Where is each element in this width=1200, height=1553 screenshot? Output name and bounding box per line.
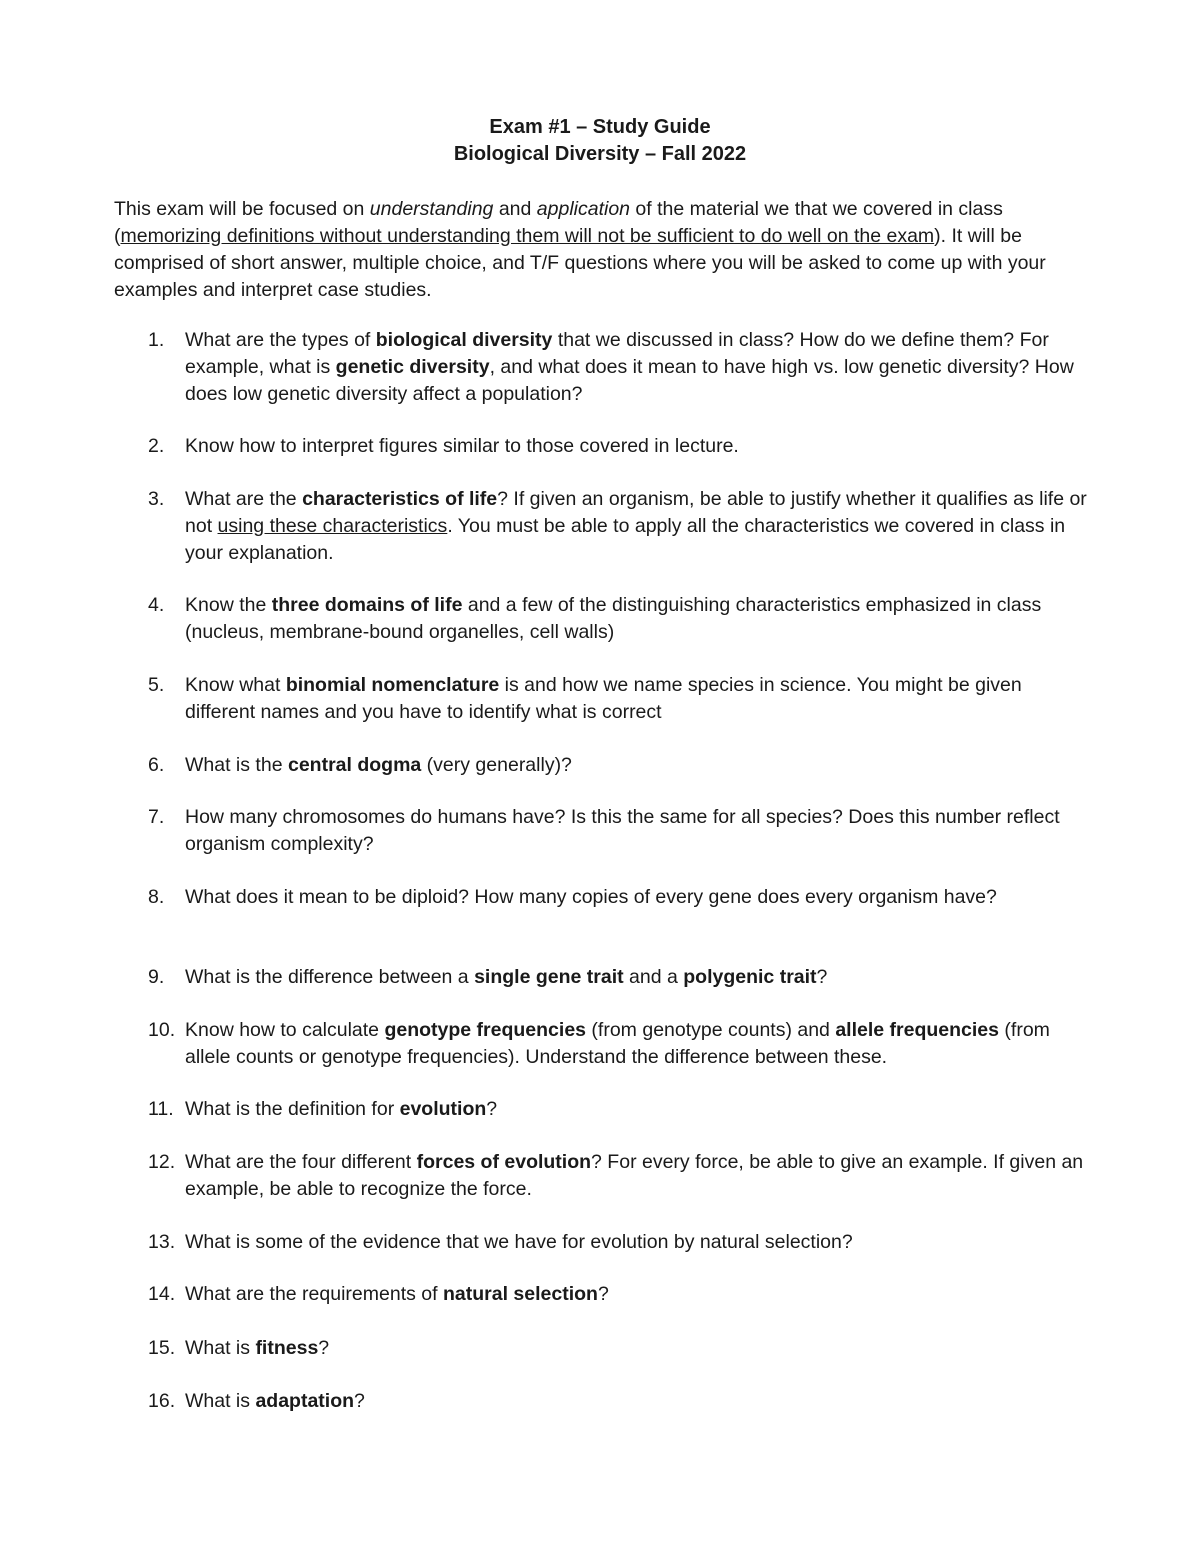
question-number: 8. [148, 886, 165, 908]
question-text [185, 433, 1090, 460]
question-number: 4. [148, 594, 165, 616]
question-text-part: What are the types of [185, 329, 376, 351]
question-text-part: ? [486, 1098, 498, 1120]
question-number: 12. [148, 1151, 176, 1173]
question-text-part: ? [597, 1283, 609, 1305]
question-text-part: and a [623, 966, 684, 988]
question-text-part: Know the [185, 594, 272, 616]
question-text-part: What is the definition for [185, 1098, 400, 1120]
question-text [185, 1149, 1090, 1203]
question-text-part: , and what does it mean to have high vs. low genetic diversity? How does low genetic diversity affect a population? [185, 356, 1074, 405]
question-key-term: central dogma [287, 754, 422, 776]
question-text-part: ? [318, 1337, 330, 1359]
question-text-part: is and how we name species in science. You might be given different names and you have to identify what is correct [185, 674, 1022, 723]
question-key-term: genotype frequencies [384, 1019, 587, 1041]
question-key-term: characteristics of life [302, 488, 498, 510]
question-number: 3. [148, 488, 165, 510]
question-number: 2. [148, 435, 165, 457]
question-text-part: (from allele counts or genotype frequencies). Understand the difference between these. [185, 1019, 1050, 1068]
question-key-term: genetic diversity [335, 356, 490, 378]
question-key-term: three domains of life [271, 594, 463, 616]
question-number: 11. [148, 1098, 174, 1120]
question-number: 13. [148, 1231, 176, 1253]
question-text [185, 884, 1090, 911]
question-text-part: (from genotype counts) and [586, 1019, 836, 1041]
question-text-part: ? If given an organism, be able to justify whether it qualifies as life or not [185, 488, 1087, 537]
intro-paragraph [114, 196, 1074, 304]
question-text-part: . You must be able to apply all the characteristics we covered in class in your explanation. [185, 515, 1066, 564]
question-number: 7. [148, 806, 165, 828]
question-number: 16. [148, 1390, 176, 1412]
question-text-part: (very generally)? [421, 754, 572, 776]
question-text-part: Know how to interpret figures similar to those covered in lecture. [185, 435, 739, 457]
question-text-part: What are the [185, 488, 303, 510]
question-text-part: What is the difference between a [185, 966, 475, 988]
question-text-part: What is some of the evidence that we have for evolution by natural selection? [185, 1231, 853, 1253]
intro-text-4: ). It will be comprised of short answer, multiple choice, and T/F questions where you will be asked to come up with your examples and interpret case studies. [114, 225, 1046, 301]
question-number: 6. [148, 754, 165, 776]
question-text [185, 327, 1090, 408]
question-text [185, 804, 1090, 858]
page-title: Exam #1 – Study Guide [489, 116, 711, 138]
question-text [185, 486, 1090, 567]
question-key-term: adaptation [255, 1390, 355, 1412]
question-text-part: ? [816, 966, 828, 988]
question-key-term: forces of evolution [416, 1151, 592, 1173]
question-text-part: ? [354, 1390, 365, 1412]
question-key-term: fitness [255, 1337, 319, 1359]
question-text-part: What is the [185, 754, 288, 776]
question-text [185, 1096, 1090, 1123]
question-text-part: What does it mean to be diploid? How many copies of every gene does every organism have? [185, 886, 997, 908]
question-text [185, 1229, 1090, 1256]
question-number: 10. [148, 1019, 176, 1041]
question-key-term: natural selection [442, 1283, 598, 1305]
question-key-term: polygenic trait [683, 966, 817, 988]
question-key-term: single gene trait [474, 966, 624, 988]
intro-text-2: and [493, 198, 537, 220]
intro-underlined-warning: memorizing definitions without understanding them will not be sufficient to do well on the exam [120, 225, 935, 247]
question-text-part: What are the requirements of [185, 1283, 443, 1305]
question-text [185, 1388, 1090, 1415]
question-underlined-phrase: using these characteristics [217, 515, 448, 537]
page-subtitle: Biological Diversity – Fall 2022 [453, 143, 747, 165]
question-key-term: allele frequencies [835, 1019, 999, 1041]
question-text [185, 1335, 1090, 1362]
intro-emphasis-understanding: understanding [369, 198, 494, 220]
intro-text-3: of the material we that we covered in class ( [114, 198, 1003, 247]
question-text-part: Know what [185, 674, 286, 696]
question-text [185, 964, 1090, 991]
question-text-part: How many chromosomes do humans have? Is this the same for all species? Does this number reflect organism complexity? [185, 806, 1060, 855]
question-text [185, 1017, 1090, 1071]
intro-text-1: This exam will be focused on [114, 198, 370, 220]
question-text [185, 592, 1090, 646]
question-text-part: Know how to calculate [185, 1019, 385, 1041]
question-key-term: evolution [399, 1098, 487, 1120]
question-text-part: and a few of the distinguishing characteristics emphasized in class (nucleus, membrane-bound organelles, cell walls) [185, 594, 1042, 643]
question-text [185, 1281, 1090, 1308]
question-text-part: What are the four different [185, 1151, 417, 1173]
question-key-term: biological diversity [375, 329, 553, 351]
question-text-part: What is [185, 1337, 256, 1359]
question-number: 15. [148, 1337, 176, 1359]
question-number: 5. [148, 674, 165, 696]
question-number: 9. [148, 966, 165, 988]
question-text-part: What is [185, 1390, 256, 1412]
question-text-part: ? For every force, be able to give an example. If given an example, be able to recognize the force. [185, 1151, 1084, 1200]
question-text [185, 752, 1090, 779]
question-number: 1. [148, 329, 165, 351]
question-key-term: binomial nomenclature [285, 674, 500, 696]
question-text-part: that we discussed in class? How do we define them? For example, what is [185, 329, 1049, 378]
question-text [185, 672, 1090, 726]
intro-emphasis-application: application [536, 198, 631, 220]
question-number: 14. [148, 1283, 176, 1305]
